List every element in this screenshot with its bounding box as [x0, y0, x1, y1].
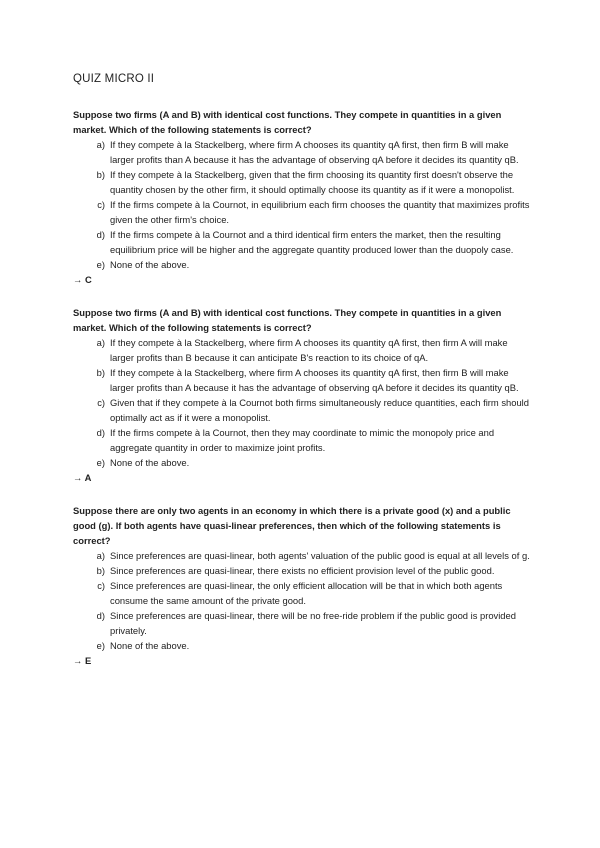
option-letter: b) — [96, 367, 105, 378]
option-text: If they compete à la Stackelberg, where firm A chooses its quantity qA first, then firm B will make larger profits than A because it has the advantage of observing qA before it decides its quantity qB. — [110, 139, 519, 165]
question-stem: Suppose two firms (A and B) with identical cost functions. They compete in quantities in a given market. Which of the following statements is correct? — [73, 307, 502, 333]
option-e — [73, 455, 530, 470]
option-b — [73, 365, 530, 395]
option-letter: c) — [97, 199, 105, 210]
option-text: Since preferences are quasi-linear, there exists no efficient provision level of the public good. — [110, 565, 495, 576]
option-letter: e) — [96, 259, 105, 270]
options-list — [73, 548, 530, 653]
option-text: None of the above. — [110, 259, 190, 270]
option-d — [73, 227, 530, 257]
option-text: Given that if they compete à la Cournot both firms simultaneously reduce quantities, each firm should optimally act as if it were a monopolist. — [110, 397, 529, 423]
option-c — [73, 578, 530, 608]
option-text: None of the above. — [110, 640, 190, 651]
option-text: Since preferences are quasi-linear, both agents' valuation of the public good is equal at all levels of g. — [110, 550, 530, 561]
question-3 — [73, 503, 530, 668]
option-letter: d) — [96, 229, 105, 240]
option-text: If the firms compete à la Cournot, then they may coordinate to mimic the monopoly price and aggregate quantity in order to maximize joint profits. — [110, 427, 495, 453]
question-stem: Suppose two firms (A and B) with identical cost functions. They compete in quantities in a given market. Which of the following statements is correct? — [73, 109, 502, 135]
options-list — [73, 335, 530, 470]
option-text: If the firms compete à la Cournot and a third identical firm enters the market, then the resulting equilibrium price will be higher and the aggregate quantity produced lower than the duopoly case. — [110, 229, 514, 255]
option-b — [73, 563, 530, 578]
option-text: If they compete à la Stackelberg, given that the firm choosing its quantity first doesn't observe the quantity chosen by the other firm, it should optimally choose its quantity as if it were a monopolist. — [110, 169, 515, 195]
option-c — [73, 395, 530, 425]
answer-key: → E — [73, 655, 92, 666]
option-letter: a) — [96, 139, 105, 150]
option-letter: c) — [97, 580, 105, 591]
option-letter: e) — [96, 457, 105, 468]
page-title: QUIZ MICRO II — [73, 73, 155, 85]
question-stem: Suppose there are only two agents in an economy in which there is a private good (x) and a public good (g). If both agents have quasi-linear preferences, then which of the following statements is correct? — [73, 505, 511, 546]
option-e — [73, 257, 530, 272]
option-b — [73, 167, 530, 197]
option-letter: d) — [96, 427, 105, 438]
option-d — [73, 425, 530, 455]
question-2 — [73, 305, 530, 485]
option-text: Since preferences are quasi-linear, the only efficient allocation will be that in which both agents consume the same amount of the private good. — [110, 580, 503, 606]
option-a — [73, 137, 530, 167]
option-a — [73, 548, 530, 563]
option-letter: c) — [97, 397, 105, 408]
option-text: None of the above. — [110, 457, 190, 468]
option-letter: d) — [96, 610, 105, 621]
option-e — [73, 638, 530, 653]
option-c — [73, 197, 530, 227]
option-letter: b) — [96, 565, 105, 576]
option-letter: a) — [96, 337, 105, 348]
option-a — [73, 335, 530, 365]
option-text: If they compete à la Stackelberg, where firm A chooses its quantity qA first, then firm B will make larger profits than A because it has the advantage of observing qA before it decides its quantity qB. — [110, 367, 519, 393]
options-list — [73, 137, 530, 272]
question-1 — [73, 107, 530, 287]
option-letter: e) — [96, 640, 105, 651]
option-text: If they compete à la Stackelberg, where firm A chooses its quantity qA first, then firm A will make larger profits than B because it can anticipate B's reaction to its choice of qA. — [110, 337, 508, 363]
option-text: Since preferences are quasi-linear, there will be no free-ride problem if the public good is provided privately. — [110, 610, 516, 636]
option-letter: b) — [96, 169, 105, 180]
option-text: If the firms compete à la Cournot, in equilibrium each firm chooses the quantity that maximizes profits given the other firm's choice. — [110, 199, 530, 225]
option-letter: a) — [96, 550, 105, 561]
option-d — [73, 608, 530, 638]
answer-key: → A — [73, 472, 92, 483]
answer-key: → C — [73, 274, 92, 285]
